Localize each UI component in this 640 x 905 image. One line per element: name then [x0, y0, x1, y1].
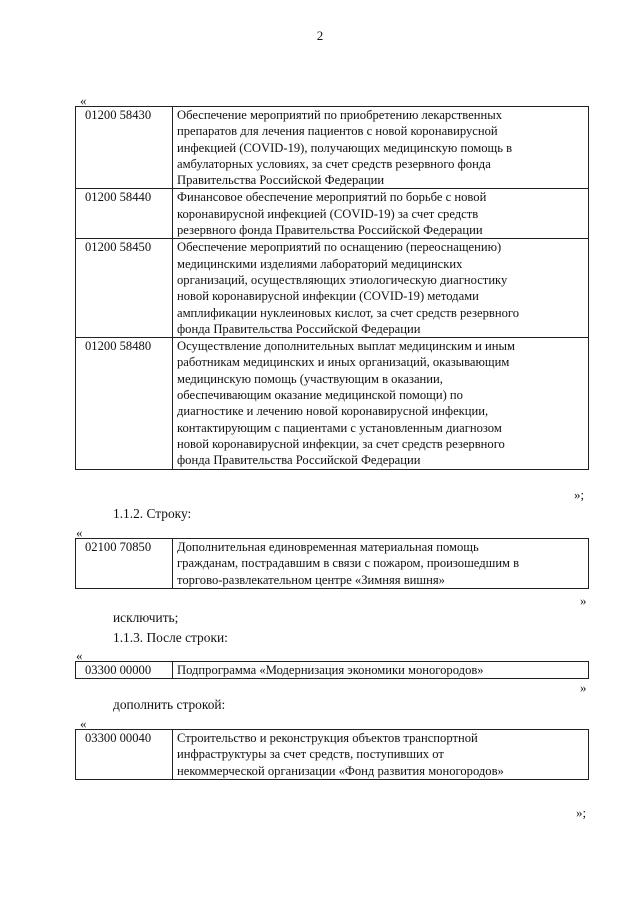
description-line: организаций, осуществляющих этиологическую диагностику	[177, 272, 508, 287]
action-text: дополнить строкой:	[113, 697, 226, 712]
description-line: гражданам, пострадавшим в связи с пожаром, произошедшим в	[177, 556, 520, 571]
close-quote: »	[580, 680, 587, 695]
row-code: 03300 00040	[76, 730, 173, 780]
description-line: медицинскими изделиями лабораторий медицинских	[177, 256, 463, 271]
action-text: исключить;	[113, 610, 179, 625]
description-line: некоммерческой организации «Фонд развития моногородов»	[177, 763, 504, 778]
description-line: фонда Правительства Российской Федерации	[177, 453, 421, 468]
description-line: обеспечивающим оказание медицинской помощи) по	[177, 388, 463, 403]
row-description	[173, 539, 589, 589]
section-heading: 1.1.2. Строку:	[113, 506, 192, 521]
reference-row-table	[75, 661, 589, 679]
description-line: новой коронавирусной инфекции, за счет средств резервного	[177, 436, 505, 451]
close-quote: »;	[576, 805, 587, 820]
close-quote: »;	[574, 487, 585, 502]
description-line: препаратов для лечения пациентов с новой коронавирусной	[177, 124, 498, 139]
section-heading: 1.1.3. После строки:	[113, 630, 228, 645]
row-code: 01200 58450	[76, 239, 173, 338]
description-line: диагностике и лечению новой коронавирусной инфекции,	[177, 404, 489, 419]
table-row	[76, 662, 589, 679]
description-line: коронавирусной инфекцией (COVID-19) за счет средств	[177, 206, 479, 221]
table-row	[76, 107, 589, 189]
row-code: 02100 70850	[76, 539, 173, 589]
description-line: торгово-развлекательном центре «Зимняя вишня»	[177, 572, 445, 587]
description-line: инфекцией (COVID-19), получающих медицинскую помощь в	[177, 140, 513, 155]
description-line: Обеспечение мероприятий по приобретению лекарственных	[177, 108, 503, 122]
description-line: Финансовое обеспечение мероприятий по борьбе с новой	[177, 190, 487, 205]
description-line: Осуществление дополнительных выплат медицинским и иным	[177, 339, 515, 354]
row-code: 01200 58440	[76, 189, 173, 239]
row-description	[173, 189, 589, 239]
description-line: фонда Правительства Российской Федерации	[177, 321, 421, 336]
open-quote: «	[76, 525, 83, 540]
description-line: инфраструктуры за счет средств, поступивших от	[177, 747, 444, 762]
description-line: Подпрограмма «Модернизация экономики моногородов»	[177, 663, 484, 677]
open-quote: «	[76, 648, 83, 663]
open-quote: «	[80, 716, 87, 731]
description-line: новой коронавирусной инфекции (COVID-19) методами	[177, 289, 479, 304]
description-line: Дополнительная единовременная материальная помощь	[177, 540, 479, 554]
description-line: Обеспечение мероприятий по оснащению (переоснащению)	[177, 240, 502, 255]
open-quote: «	[80, 93, 87, 108]
description-line: контактирующим с пациентами с установленным диагнозом	[177, 420, 502, 435]
main-table	[75, 106, 589, 470]
row-description	[173, 239, 589, 338]
row-description	[173, 107, 589, 189]
description-line: работникам медицинских и иных организаций, оказывающим	[177, 355, 510, 370]
page-number: 2	[316, 28, 324, 43]
row-description	[173, 338, 589, 469]
excluded-row-table	[75, 538, 589, 589]
row-description	[173, 730, 589, 780]
table-row	[76, 338, 589, 469]
row-code: 03300 00000	[76, 662, 173, 679]
row-description	[173, 662, 589, 679]
table-row	[76, 539, 589, 589]
close-quote: »	[580, 593, 587, 608]
table-row	[76, 730, 589, 780]
description-line: резервного фонда Правительства Российской Федерации	[177, 223, 483, 238]
row-code: 01200 58430	[76, 107, 173, 189]
description-line: медицинскую помощь (участвующим в оказании,	[177, 371, 443, 386]
table-row	[76, 239, 589, 338]
table-row	[76, 189, 589, 239]
description-line: Правительства Российской Федерации	[177, 173, 385, 188]
row-code: 01200 58480	[76, 338, 173, 469]
description-line: амплификации нуклеиновых кислот, за счет средств резервного	[177, 305, 520, 320]
description-line: амбулаторных условиях, за счет средств резервного фонда	[177, 156, 491, 171]
added-row-table	[75, 729, 589, 780]
description-line: Строительство и реконструкция объектов транспортной	[177, 731, 478, 745]
